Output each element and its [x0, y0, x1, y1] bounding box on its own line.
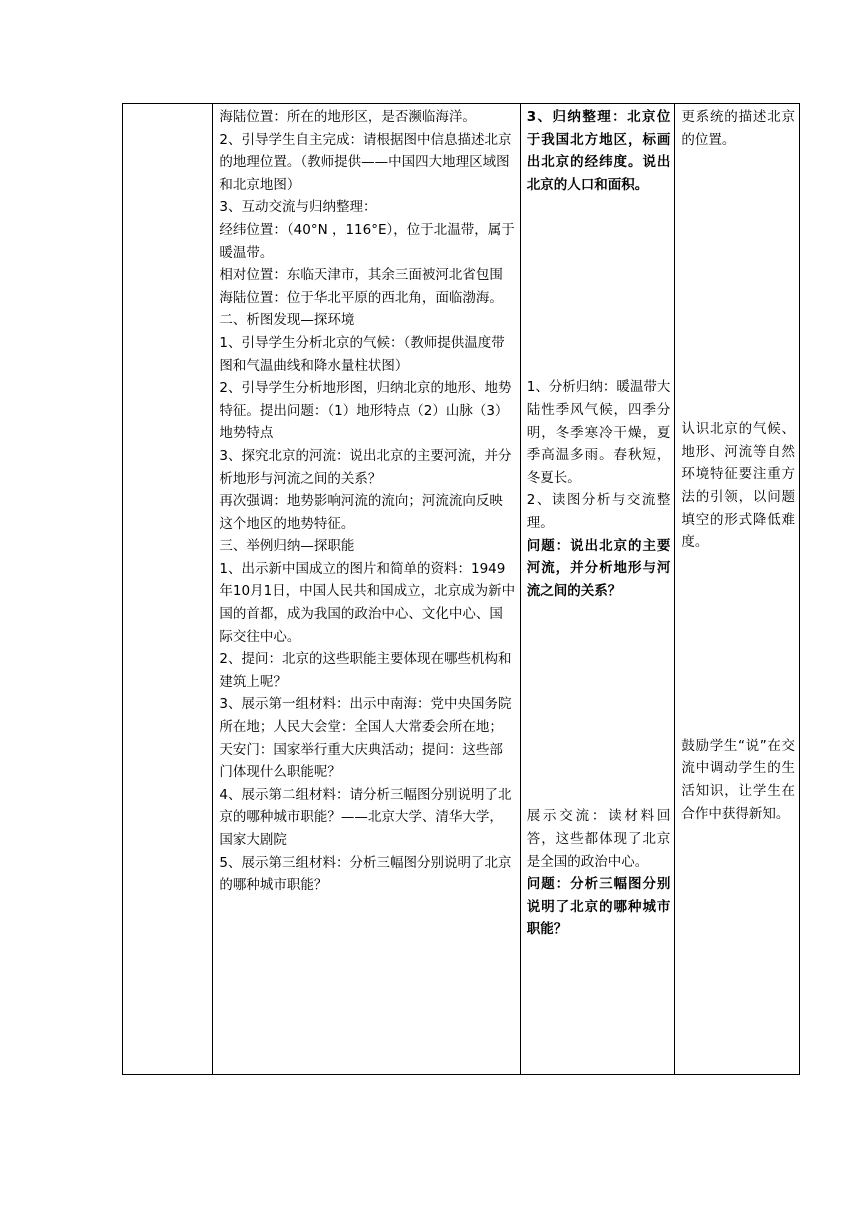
teacher-activity-paragraph: 5、展示第三组材料：分析三幅图分别说明了北京的哪种城市职能？ — [219, 854, 512, 894]
stage-column-cell — [123, 104, 213, 1075]
teacher-activity-paragraph: 经纬位置：（40°N ，116°E），位于北温带，属于暖温带。 — [219, 221, 515, 261]
teacher-activity-paragraph: 2、提问：北京的这些职能主要体现在哪些机构和建筑上呢？ — [219, 651, 512, 690]
student-activity-paragraph: 2、读图分析与交流整理。 — [526, 492, 671, 531]
student-activity-cell — [520, 104, 675, 1075]
student-activity-paragraph: 问题：分析三幅图分别说明了北京的哪种城市职能？ — [526, 876, 671, 938]
teacher-activity-paragraph: 4、展示第二组材料：请分析三幅图分别说明了北京的哪种城市职能？——北京大学、清华大学，国家大剧院 — [219, 786, 512, 848]
teacher-activity-paragraph: 1、出示新中国成立的图片和简单的资料：1949年10月1日，中国人民共和国成立，北京成为新中国的首都，成为我国的政治中心、文化中心、国际交往中心。 — [219, 560, 516, 645]
design-intent-paragraph: 更系统的描述北京的位置。 — [681, 109, 795, 148]
teacher-activity-paragraph: 3、探究北京的河流：说出北京的主要河流，并分析地形与河流之间的关系？ — [219, 447, 512, 487]
teacher-activity-paragraph: 1、引导学生分析北京的气候：（教师提供温度带图和气温曲线和降水量柱状图） — [219, 334, 505, 374]
student-activity-paragraph: 展示交流：读材料回答，这些都体现了北京是全国的政治中心。 — [526, 808, 671, 870]
student-activity-paragraph: 问题：说出北京的主要河流，并分析地形与河流之间的关系？ — [526, 537, 671, 599]
teacher-activity-paragraph: 2、引导学生分析地形图，归纳北京的地形、地势特征。提出问题：（1）地形特点（2）山脉（3）地势特点 — [219, 380, 512, 442]
teacher-activity-paragraph: 海陆位置：所在的地形区，是否濒临海洋。 — [219, 109, 476, 125]
design-intent-content — [681, 106, 795, 825]
design-intent-paragraph: 鼓励学生“说”在交流中调动学生的生活知识，让学生在合作中获得新知。 — [681, 737, 795, 822]
teacher-activity-paragraph: 相对位置：东临天津市，其余三面被河北省包围 — [219, 267, 503, 284]
teacher-activity-paragraph: 再次强调：地势影响河流的流向；河流流向反映这个地区的地势特征。 — [219, 493, 503, 532]
teacher-activity-paragraph: 2、引导学生自主完成：请根据图中信息描述北京的地理位置。（教师提供——中国四大地理区域图和北京地图） — [219, 131, 512, 193]
student-activity-content — [527, 106, 671, 941]
design-intent-paragraph: 认识北京的气候、地形、河流等自然环境特征要注重方法的引领，以问题填空的形式降低难度。 — [681, 421, 795, 551]
teacher-activity-cell — [213, 104, 520, 1075]
student-activity-paragraph: 3、归纳整理：北京位于我国北方地区，标画出北京的经纬度。说出北京的人口和面积。 — [526, 109, 671, 193]
teacher-activity-paragraph: 二、析图发现—探环境 — [219, 312, 355, 329]
design-intent-cell — [675, 104, 800, 1075]
table-row — [123, 104, 800, 1075]
teacher-activity-content — [219, 106, 515, 897]
teacher-activity-paragraph: 三、举例归纳—探职能 — [219, 538, 355, 555]
student-activity-paragraph: 1、分析归纳：暖温带大陆性季风气候，四季分明，冬季寒冷干燥，夏季高温多雨。春秋短，冬夏长。 — [526, 379, 671, 486]
lesson-plan-table — [122, 103, 800, 1075]
teacher-activity-paragraph: 海陆位置：位于华北平原的西北角，面临渤海。 — [219, 289, 503, 306]
teacher-activity-paragraph: 3、展示第一组材料：出示中南海：党中央国务院所在地；人民大会堂：全国人大常委会所在地；天安门：国家举行重大庆典活动；提问：这些部门体现什么职能呢？ — [219, 696, 512, 781]
teacher-activity-paragraph: 3、互动交流与归纳整理： — [219, 199, 377, 216]
